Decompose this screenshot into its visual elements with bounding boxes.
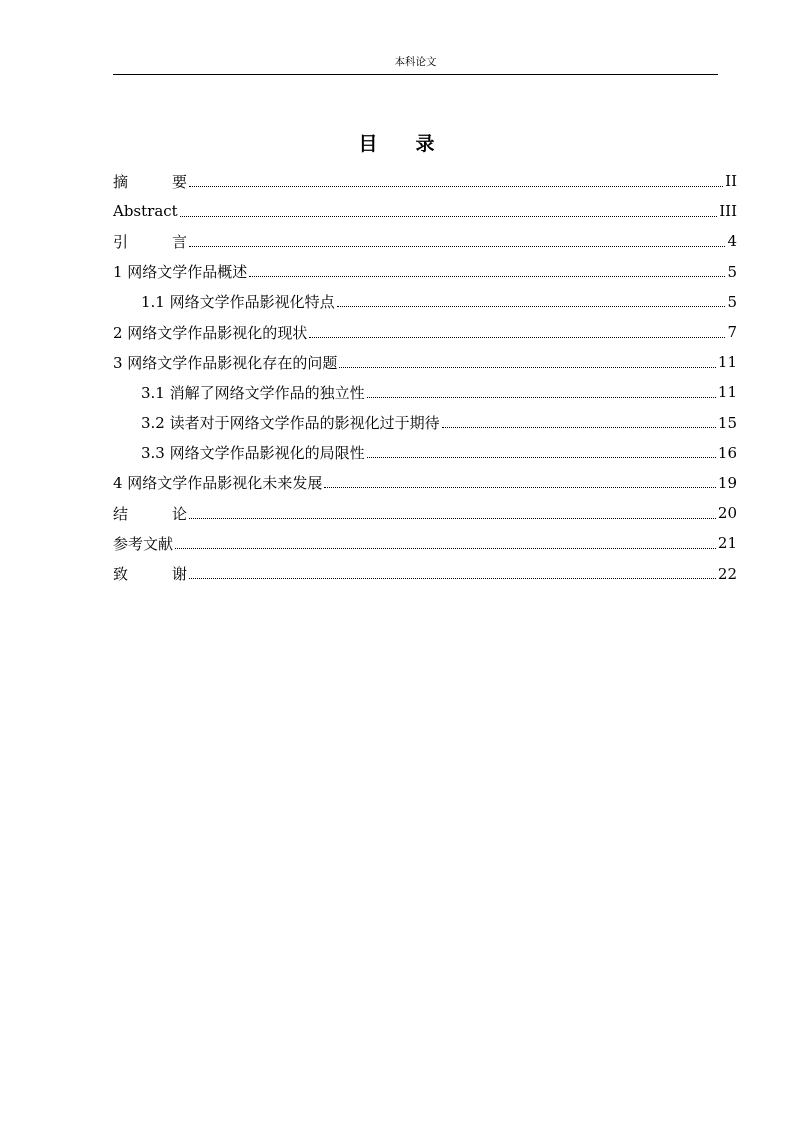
toc-entry[interactable] [113, 317, 737, 347]
toc-entry-label-char-1: 结 [113, 504, 129, 523]
toc-entry-label: 3.2 读者对于网络文学作品的影视化过于期待 [141, 414, 440, 433]
toc-list [113, 166, 737, 589]
toc-dot-leader [367, 397, 716, 398]
toc-dot-leader [249, 276, 725, 277]
toc-entry-page-number: 4 [727, 232, 737, 251]
toc-entry[interactable] [113, 166, 737, 196]
toc-entry-label: 1.1 网络文学作品影视化特点 [141, 293, 335, 312]
toc-dot-leader [367, 457, 716, 458]
toc-dot-leader [339, 367, 716, 368]
toc-entry-page-number: III [719, 202, 737, 221]
toc-entry-label: 3 网络文学作品影视化存在的问题 [113, 353, 338, 372]
toc-title-char-1: 目 [358, 133, 378, 155]
toc-entry-label-char-2: 谢 [172, 565, 188, 584]
toc-title-char-2: 录 [415, 133, 435, 155]
toc-entry[interactable] [113, 287, 737, 317]
toc-dot-leader [324, 487, 716, 488]
page-header [113, 54, 718, 75]
toc-entry-label-char-1: 摘 [113, 172, 129, 191]
toc-entry-label: 3.1 消解了网络文学作品的独立性 [141, 383, 365, 402]
toc-entry-page-number: 11 [717, 383, 737, 402]
toc-dot-leader [189, 186, 723, 187]
toc-dot-leader [189, 518, 716, 519]
toc-entry-label-char-2: 论 [172, 504, 188, 523]
toc-entry[interactable] [113, 468, 737, 498]
toc-entry-label-char-2: 言 [172, 232, 188, 251]
toc-dot-leader [189, 246, 725, 247]
toc-entry-page-number: 20 [717, 504, 737, 523]
toc-entry[interactable] [113, 528, 737, 558]
toc-entry-label: 1 网络文学作品概述 [113, 263, 248, 282]
toc-entry-label: 2 网络文学作品影视化的现状 [113, 323, 308, 342]
toc-dot-leader [175, 548, 716, 549]
toc-entry-label-char-2: 要 [172, 172, 188, 191]
toc-entry-label [113, 231, 187, 252]
toc-dot-leader [337, 306, 726, 307]
toc-dot-leader [442, 427, 716, 428]
toc-entry[interactable] [113, 377, 737, 407]
toc-entry[interactable] [113, 498, 737, 528]
toc-entry-page-number: 15 [717, 413, 737, 432]
toc-entry-page-number: II [725, 172, 737, 191]
toc-entry[interactable] [113, 408, 737, 438]
toc-entry-page-number: 21 [717, 534, 737, 553]
toc-entry-page-number: 5 [727, 262, 737, 281]
toc-dot-leader [180, 216, 718, 217]
toc-entry-page-number: 7 [727, 323, 737, 342]
toc-entry-label-char-1: 致 [113, 565, 129, 584]
toc-entry-label [113, 171, 187, 192]
toc-entry-page-number: 19 [717, 473, 737, 492]
toc-entry-label: 参考文献 [113, 534, 174, 553]
running-title: 本科论文 [394, 56, 437, 68]
toc-entry-label [113, 563, 187, 584]
toc-entry-label-char-1: 引 [113, 232, 129, 251]
toc-entry-label [113, 503, 187, 524]
toc-entry[interactable] [113, 558, 737, 588]
toc-entry-page-number: 16 [717, 443, 737, 462]
toc-entry-page-number: 11 [717, 353, 737, 372]
toc-entry[interactable] [113, 438, 737, 468]
toc-entry[interactable] [113, 226, 737, 256]
toc-entry-label: Abstract [113, 202, 178, 221]
toc-entry-label: 3.3 网络文学作品影视化的局限性 [141, 444, 365, 463]
toc-entry[interactable] [113, 257, 737, 287]
toc-entry-label: 4 网络文学作品影视化未来发展 [113, 474, 323, 493]
toc-entry-page-number: 22 [717, 564, 737, 583]
toc-title [0, 131, 793, 157]
toc-entry[interactable] [113, 196, 737, 226]
toc-dot-leader [189, 578, 716, 579]
toc-dot-leader [309, 337, 725, 338]
toc-entry[interactable] [113, 347, 737, 377]
toc-entry-page-number: 5 [727, 292, 737, 311]
